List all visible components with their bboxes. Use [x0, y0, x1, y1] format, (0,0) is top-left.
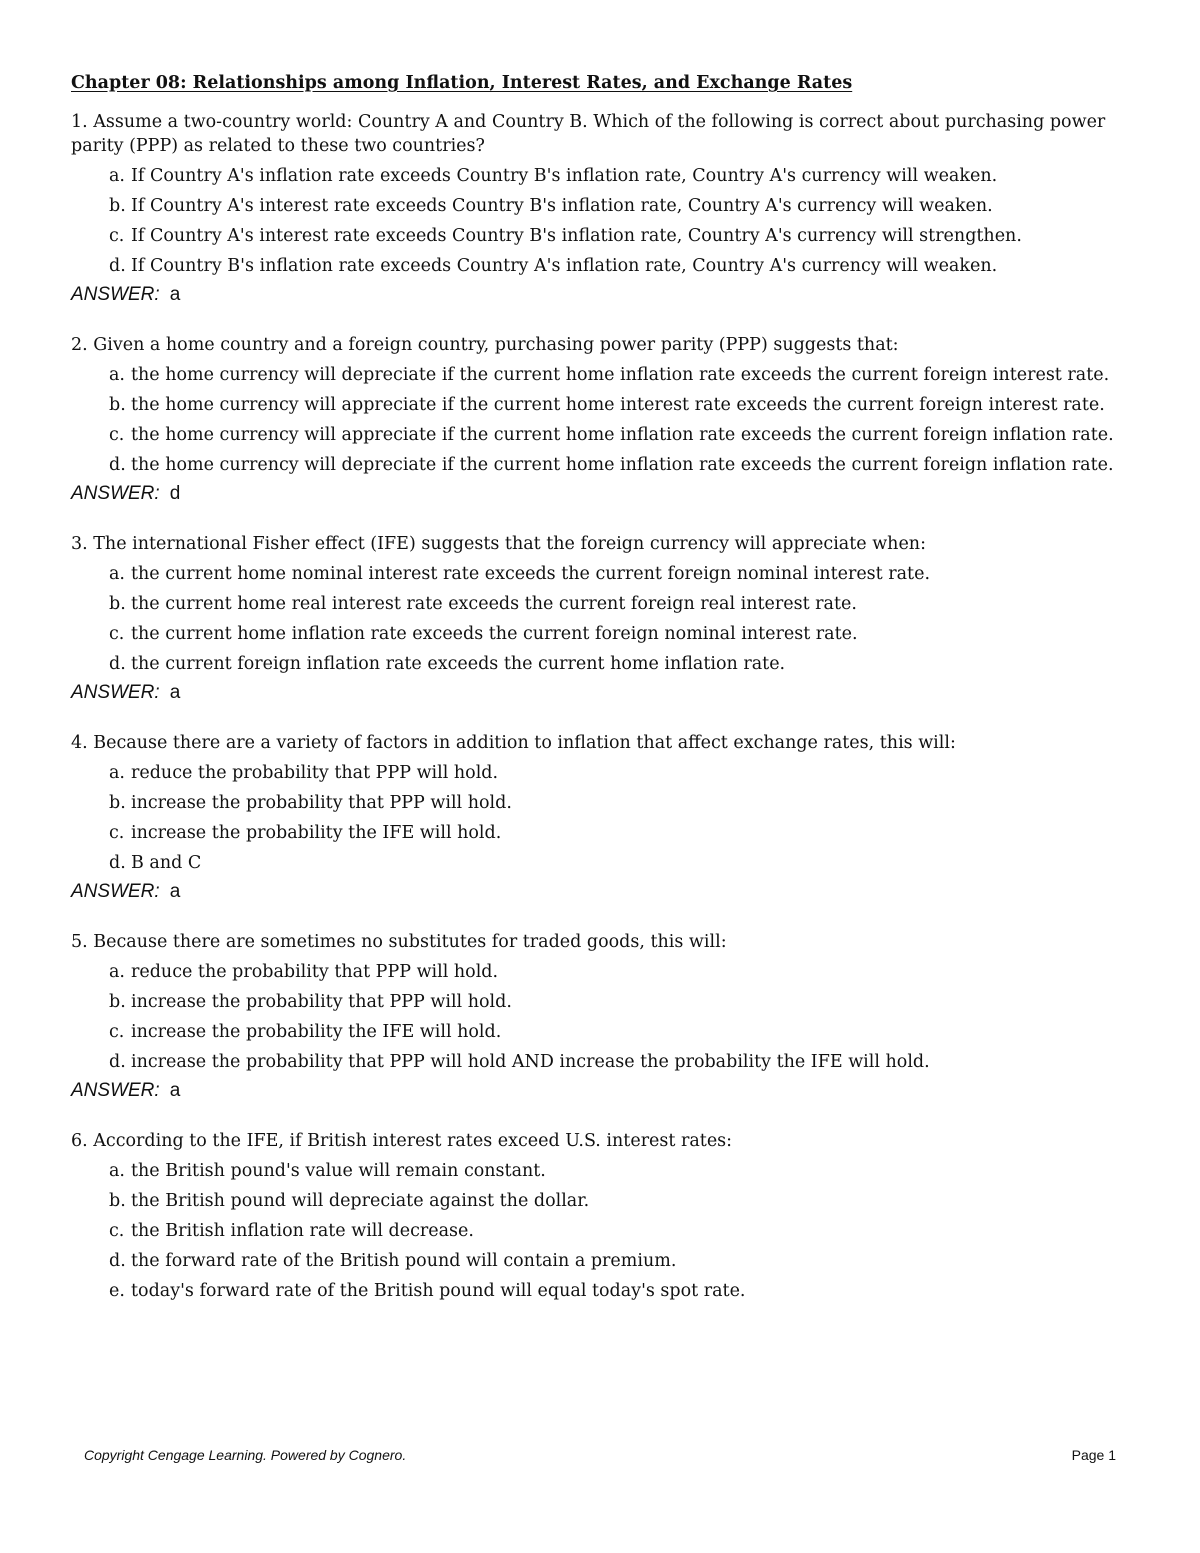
option-list [71, 363, 1131, 477]
answer-label: ANSWER: [71, 682, 160, 703]
answer-option [71, 821, 1131, 845]
option-text: the British pound will depreciate against the dollar. [131, 1191, 590, 1211]
answer-option [71, 761, 1131, 785]
answer-option [71, 1279, 1131, 1303]
option-text: If Country B's inflation rate exceeds Country A's inflation rate, Country A's currency will weaken. [131, 256, 998, 276]
page-number: Page 1 [1071, 1447, 1116, 1463]
option-text: the current home nominal interest rate exceeds the current foreign nominal interest rate. [131, 564, 931, 584]
option-letter: a. [109, 763, 125, 783]
answer-option [71, 592, 1131, 616]
option-text: reduce the probability that PPP will hold. [131, 763, 499, 783]
question-4 [71, 731, 1131, 905]
document-page [71, 70, 1131, 1328]
option-letter: a. [109, 1161, 125, 1181]
option-letter: a. [109, 564, 125, 584]
question-stem: 6. According to the IFE, if British interest rates exceed U.S. interest rates: [71, 1131, 733, 1151]
question-2 [71, 333, 1131, 507]
page-footer [84, 1447, 1116, 1463]
option-letter: b. [109, 196, 126, 216]
option-letter: d. [109, 654, 126, 674]
answer-label: ANSWER: [71, 284, 160, 305]
option-letter: a. [109, 962, 125, 982]
option-letter: b. [109, 1191, 126, 1211]
option-letter: c. [109, 226, 125, 246]
option-text: the home currency will depreciate if the current home inflation rate exceeds the current foreign interest rate. [131, 365, 1110, 385]
chapter-title: Chapter 08: Relationships among Inflation, Interest Rates, and Exchange Rates [71, 73, 853, 93]
answer-option [71, 254, 1131, 278]
option-letter: c. [109, 1221, 125, 1241]
answer-option [71, 562, 1131, 586]
option-text: increase the probability that PPP will hold. [131, 793, 512, 813]
option-text: reduce the probability that PPP will hold. [131, 962, 499, 982]
option-list [71, 164, 1131, 278]
option-letter: a. [109, 166, 125, 186]
answer-line [71, 282, 1131, 308]
question-stem: 2. Given a home country and a foreign country, purchasing power parity (PPP) suggests that: [71, 335, 899, 355]
answer-line [71, 879, 1131, 905]
option-text: If Country A's interest rate exceeds Country B's inflation rate, Country A's currency will strengthen. [131, 226, 1022, 246]
answer-option [71, 851, 1131, 875]
option-list [71, 960, 1131, 1074]
answer-option [71, 1189, 1131, 1213]
answer-option [71, 990, 1131, 1014]
answer-option [71, 1159, 1131, 1183]
option-text: the forward rate of the British pound will contain a premium. [131, 1251, 677, 1271]
question-stem: 4. Because there are a variety of factors in addition to inflation that affect exchange rates, this will: [71, 733, 956, 753]
answer-option [71, 194, 1131, 218]
answer-line [71, 481, 1131, 507]
option-letter: c. [109, 1022, 125, 1042]
option-letter: c. [109, 425, 125, 445]
question-stem: 5. Because there are sometimes no substitutes for traded goods, this will: [71, 932, 727, 952]
option-letter: c. [109, 823, 125, 843]
answer-option [71, 652, 1131, 676]
option-text: today's forward rate of the British pound will equal today's spot rate. [131, 1281, 746, 1301]
question-stem: 3. The international Fisher effect (IFE) suggests that the foreign currency will appreciate when: [71, 534, 926, 554]
option-text: the current foreign inflation rate exceeds the current home inflation rate. [131, 654, 786, 674]
answer-label: ANSWER: [71, 483, 160, 504]
answer-value: a [169, 284, 181, 305]
answer-option [71, 1219, 1131, 1243]
answer-option [71, 960, 1131, 984]
answer-option [71, 622, 1131, 646]
answer-label: ANSWER: [71, 1080, 160, 1101]
answer-option [71, 1050, 1131, 1074]
answer-option [71, 1249, 1131, 1273]
answer-line [71, 1078, 1131, 1104]
option-letter: d. [109, 853, 126, 873]
answer-option [71, 164, 1131, 188]
option-text: the current home real interest rate exceeds the current foreign real interest rate. [131, 594, 857, 614]
answer-option [71, 423, 1131, 447]
option-list [71, 1159, 1131, 1303]
option-text: the home currency will appreciate if the current home inflation rate exceeds the current foreign inflation rate. [131, 425, 1114, 445]
answer-option [71, 393, 1131, 417]
option-text: If Country A's interest rate exceeds Country B's inflation rate, Country A's currency will weaken. [131, 196, 993, 216]
option-letter: d. [109, 1052, 126, 1072]
option-text: the home currency will depreciate if the current home inflation rate exceeds the current foreign inflation rate. [131, 455, 1114, 475]
option-letter: a. [109, 365, 125, 385]
answer-value: d [169, 483, 181, 504]
option-text: increase the probability the IFE will hold. [131, 1022, 502, 1042]
option-letter: d. [109, 455, 126, 475]
answer-option [71, 791, 1131, 815]
option-text: the British inflation rate will decrease. [131, 1221, 474, 1241]
question-3 [71, 532, 1131, 706]
question-stem: 1. Assume a two-country world: Country A and Country B. Which of the following is correct about purchasing power parity (PPP) as related to these two countries? [71, 112, 1106, 156]
copyright-text: Copyright Cengage Learning. Powered by Cognero. [84, 1447, 407, 1463]
question-1 [71, 110, 1131, 308]
option-letter: b. [109, 793, 126, 813]
answer-value: a [169, 881, 181, 902]
answer-option [71, 224, 1131, 248]
option-letter: b. [109, 992, 126, 1012]
option-text: increase the probability that PPP will hold AND increase the probability the IFE will hold. [131, 1052, 930, 1072]
question-5 [71, 930, 1131, 1104]
answer-option [71, 453, 1131, 477]
answer-line [71, 680, 1131, 706]
option-letter: e. [109, 1281, 125, 1301]
question-6 [71, 1129, 1131, 1303]
option-list [71, 562, 1131, 676]
option-text: B and C [131, 853, 202, 873]
option-text: increase the probability the IFE will hold. [131, 823, 502, 843]
option-letter: c. [109, 624, 125, 644]
option-letter: b. [109, 395, 126, 415]
option-text: the current home inflation rate exceeds the current foreign nominal interest rate. [131, 624, 858, 644]
option-text: If Country A's inflation rate exceeds Country B's inflation rate, Country A's currency will weaken. [131, 166, 998, 186]
answer-option [71, 363, 1131, 387]
option-letter: b. [109, 594, 126, 614]
question-list [71, 110, 1131, 1303]
option-letter: d. [109, 1251, 126, 1271]
option-text: increase the probability that PPP will hold. [131, 992, 512, 1012]
answer-label: ANSWER: [71, 881, 160, 902]
answer-value: a [169, 1080, 181, 1101]
option-text: the British pound's value will remain constant. [131, 1161, 546, 1181]
option-text: the home currency will appreciate if the current home interest rate exceeds the current foreign interest rate. [131, 395, 1105, 415]
option-letter: d. [109, 256, 126, 276]
answer-value: a [169, 682, 181, 703]
answer-option [71, 1020, 1131, 1044]
option-list [71, 761, 1131, 875]
